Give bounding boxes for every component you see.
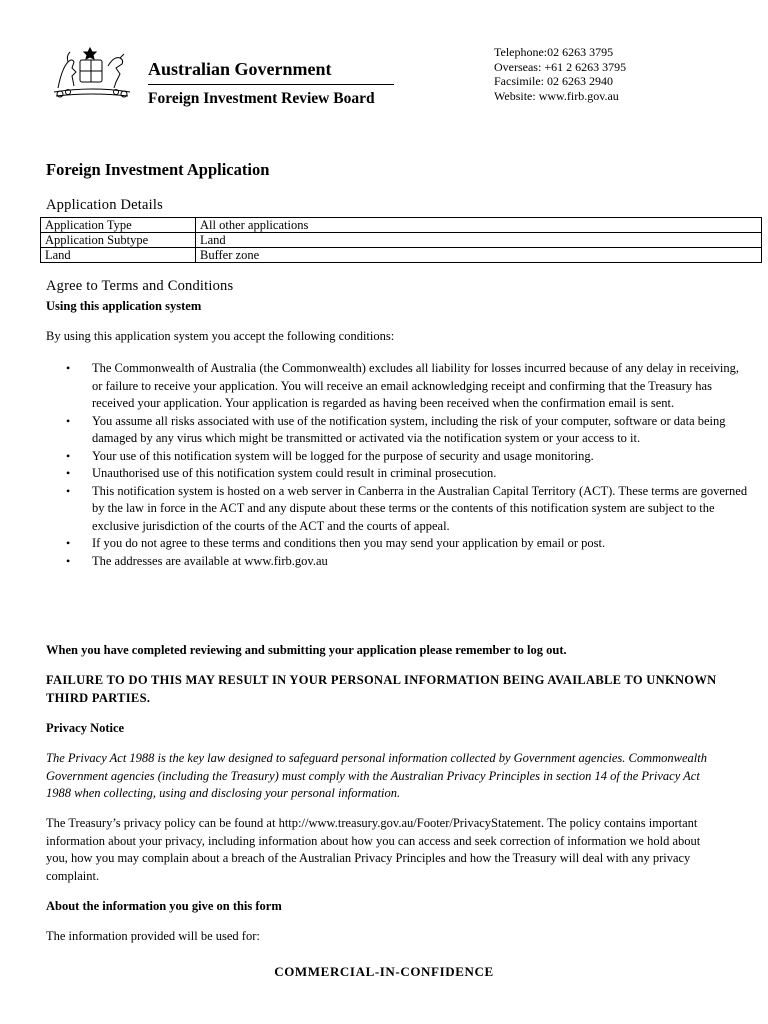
- privacy-act-paragraph: The Privacy Act 1988 is the key law designed to safeguard personal information collected by Government agencies. Commonwealth Government agencies (including the Treasury) must comply with the Australian Privacy Principles in section 14 of the Privacy Act 1988 when collecting, using and disclosing your personal information.: [46, 751, 707, 800]
- detail-label: Application Type: [41, 218, 196, 233]
- page-title: Foreign Investment Application: [46, 160, 270, 179]
- detail-value: All other applications: [196, 218, 762, 233]
- warning-text: FAILURE TO DO THIS MAY RESULT IN YOUR PERSONAL INFORMATION BEING AVAILABLE TO UNKNOWN THIRD PARTIES.: [46, 673, 717, 705]
- list-item: • Your use of this notification system will be logged for the purpose of security and usage monitoring.: [92, 448, 752, 466]
- detail-value: Land: [196, 233, 762, 248]
- list-item: • Unauthorised use of this notification system could result in criminal prosecution.: [92, 465, 752, 483]
- terms-heading: Agree to Terms and Conditions: [46, 278, 234, 294]
- list-item: • The addresses are available at www.firb.gov.au: [92, 553, 752, 571]
- branding-divider: [148, 84, 394, 85]
- application-details-heading: Application Details: [46, 197, 163, 213]
- government-branding: [148, 58, 396, 109]
- contact-facsimile: Facsimile: 02 6263 2940: [494, 74, 613, 88]
- list-item: • The Commonwealth of Australia (the Commonwealth) excludes all liability for losses incurred because of any delay in receiving, or failure to receive your application. You will receive an email acknowledging receipt and confirming that the Treasury has received your application. Your application is regarded as having been received when the confirmation email is sent.: [92, 360, 752, 413]
- coat-of-arms-logo: [46, 44, 138, 100]
- terms-intro: By using this application system you accept the following conditions:: [46, 329, 395, 343]
- government-title: Australian Government: [148, 59, 332, 79]
- privacy-heading: Privacy Notice: [46, 721, 125, 735]
- terms-subheading: Using this application system: [46, 299, 202, 313]
- application-details-table: [40, 217, 762, 263]
- logout-note: When you have completed reviewing and submitting your application please remember to log out.: [46, 643, 567, 657]
- privacy-policy-paragraph: The Treasury’s privacy policy can be found at http://www.treasury.gov.au/Footer/PrivacyStatement. The policy contains important information about your privacy, including information about how you can access and seek correction of information we hold about you, how you may complain about a breach of the Australian Privacy Principles and how the Treasury will deal with any privacy complaint.: [46, 816, 701, 883]
- list-item: • You assume all risks associated with use of the notification system, including the risk of your computer, software or data being damaged by any virus which might be transmitted or activated via the notification system or your access to it.: [92, 413, 752, 448]
- terms-list: [64, 360, 752, 570]
- contact-overseas: Overseas: +61 2 6263 3795: [494, 59, 627, 74]
- contact-details: [494, 45, 626, 103]
- detail-value: Buffer zone: [196, 248, 762, 263]
- detail-label: Application Subtype: [41, 233, 196, 248]
- contact-telephone: Telephone:02 6263 3795: [494, 45, 614, 59]
- table-row: [41, 248, 762, 263]
- table-row: [41, 218, 762, 233]
- detail-label: Land: [41, 248, 196, 263]
- table-row: [41, 233, 762, 248]
- confidentiality-footer: COMMERCIAL-IN-CONFIDENCE: [274, 964, 494, 979]
- information-heading: About the information you give on this form: [46, 899, 282, 913]
- list-item: • This notification system is hosted on a web server in Canberra in the Australian Capital Territory (ACT). These terms are governed by the law in force in the ACT and any dispute about these terms or the contents of this notification system are subject to the exclusive jurisdiction of the courts of the ACT and the courts of appeal.: [92, 483, 752, 536]
- information-intro: The information provided will be used for:: [46, 929, 260, 943]
- contact-website: Website: www.firb.gov.au: [494, 88, 619, 103]
- list-item: • If you do not agree to these terms and conditions then you may send your application by email or post.: [92, 535, 752, 553]
- agency-name: Foreign Investment Review Board: [148, 90, 375, 107]
